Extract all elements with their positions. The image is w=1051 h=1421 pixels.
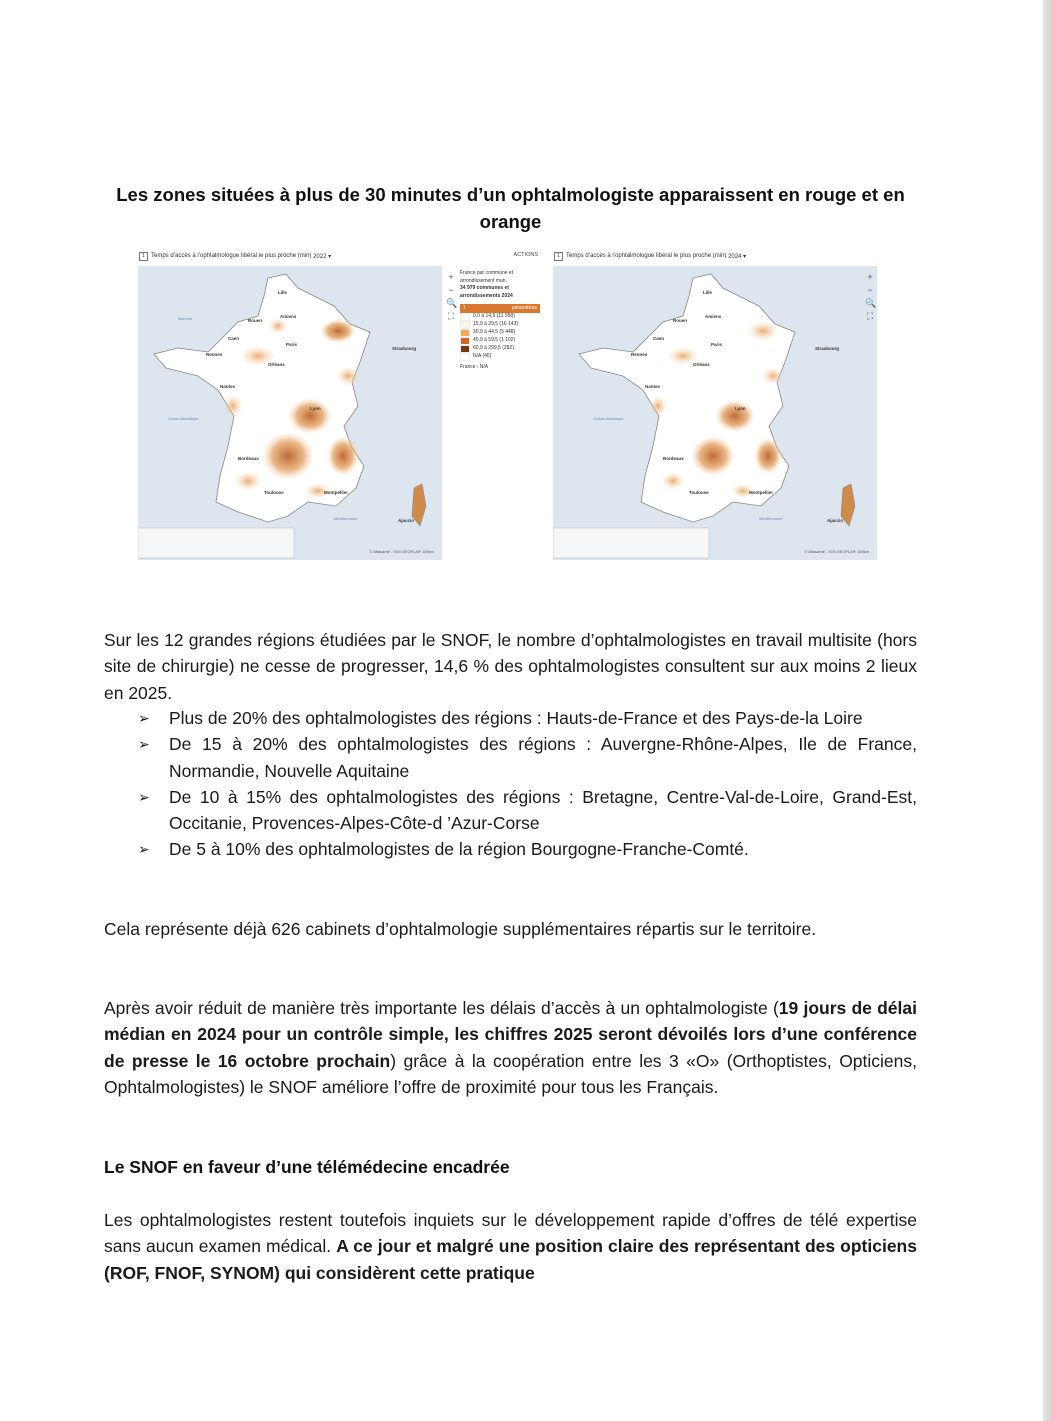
zoom-out-icon[interactable]: −: [867, 285, 873, 295]
map-header: [551, 246, 879, 266]
city-label: Lyon: [310, 406, 321, 411]
legend-swatch: [460, 313, 470, 321]
paragraph-multisite: Sur les 12 grandes régions étudiées par le SNOF, le nombre d’ophtalmologistes en travail multisite (hors site de chirurgie) ne cesse de progresser, 14,6 % des ophtalmologistes consultent sur aux moins 2 lieux en 2025.: [104, 630, 917, 703]
legend-count: 34 979 communes et arrondissements 2024: [460, 285, 513, 299]
legend-row: [460, 345, 540, 353]
city-label: Amiens: [280, 314, 297, 319]
section-heading: Le SNOF en faveur d’une télémédecine encadrée: [104, 1157, 510, 1177]
choropleth-map[interactable]: [138, 266, 442, 560]
page-edge-shadow: [1043, 0, 1051, 1421]
map-credit: © Atlasanté - IGN GEOFLA® 100km: [369, 549, 434, 554]
bullet-text: Plus de 20% des ophtalmologistes des régions : Hauts-de-France et des Pays-de-la Loire: [169, 708, 863, 728]
bullet-text: De 15 à 20% des ophtalmologistes des régions : Auvergne-Rhône-Alpes, Ile de France, Normandie, Nouvelle Aquitaine: [169, 734, 917, 781]
text-run: Les ophtalmologistes restent toutefois inquiets sur le développement rapide d’offres de télé expertise sans aucun examen médical.: [104, 1210, 917, 1257]
map-controls: [865, 272, 875, 321]
city-label: Ajaccio: [827, 518, 844, 523]
bullet-item: [104, 784, 917, 837]
city-label: Ajaccio: [398, 518, 415, 523]
city-label: Bordeaux: [663, 456, 684, 461]
city-label: Strasbourg: [392, 346, 417, 351]
sea-label: Méditerranée: [759, 516, 783, 521]
paragraph-cabinets: Cela représente déjà 626 cabinets d’ophtalmologie supplémentaires répartis sur le territoire.: [104, 919, 817, 939]
city-label: Montpellier: [324, 490, 349, 495]
search-icon[interactable]: 🔍: [446, 298, 458, 308]
france-map-graphic: [553, 266, 877, 560]
city-label: Paris: [711, 342, 723, 347]
arrow-bullet-icon: ➢: [138, 841, 150, 858]
city-label: Lyon: [735, 406, 746, 411]
figure-title: Les zones situées à plus de 30 minutes d’un ophtalmologiste apparaissent en rouge et en orange: [116, 184, 905, 232]
city-label: Orléans: [693, 362, 710, 367]
france-map-graphic: [138, 266, 442, 560]
city-label: Rouen: [673, 318, 687, 323]
panel-number: 1: [139, 252, 148, 261]
zoom-in-icon[interactable]: +: [867, 272, 873, 282]
text-run: Après avoir réduit de manière très importante les délais d’accès à un ophtalmologiste (: [104, 998, 779, 1018]
map-controls: [446, 272, 456, 321]
search-icon[interactable]: 🔍: [865, 298, 877, 308]
bold-text-run: A ce jour et malgré une position claire des représentant des opticiens (ROF, FNOF, SYNOM) qui considèrent cette pratique: [104, 1236, 917, 1283]
paragraph-delais: [104, 995, 917, 1100]
legend-label: 0,0 à 14,5 (11 958): [473, 313, 515, 320]
legend-swatch: [460, 337, 470, 345]
text-run: ) grâce à la coopération entre les 3 «O» (Orthoptistes, Opticiens, Ophtalmologistes) le SNOF améliore l’offre de proximité pour tous les Français.: [104, 1050, 917, 1097]
city-label: Orléans: [268, 362, 285, 367]
legend-label: 60,0 à 299,5 (282): [473, 345, 514, 352]
legend-label: 45,0 à 59,5 (1 102): [473, 337, 516, 344]
city-label: Toulouse: [689, 490, 709, 495]
city-label: Rouen: [248, 318, 262, 323]
city-label: Paris: [286, 342, 298, 347]
paragraph-telemedecine: [104, 1207, 917, 1286]
sea-label: Océan Atlantique: [593, 416, 624, 421]
bullet-item: [104, 731, 917, 784]
legend-row: [460, 329, 540, 337]
legend-row: [460, 337, 540, 345]
legend-swatch: [460, 329, 470, 337]
city-label: Caen: [228, 336, 240, 341]
arrow-bullet-icon: ➢: [138, 788, 150, 805]
map-legend: [460, 270, 540, 372]
city-label: Lille: [703, 290, 713, 295]
bullet-item: [104, 705, 917, 731]
legend-header[interactable]: [460, 304, 540, 313]
map-title: Temps d’accès à l’ophtalmologue libéral le plus proche (min): [566, 253, 727, 259]
arrow-bullet-icon: ➢: [138, 710, 150, 726]
zoom-out-icon[interactable]: −: [448, 285, 454, 295]
city-label: Toulouse: [264, 490, 284, 495]
bold-text-run: 19 jours de délai médian en 2024 pour un contrôle simple, les chiffres 2025 seront dévoilés lors d’une conférence de presse le 16 octobre prochain: [104, 998, 917, 1071]
city-label: Amiens: [705, 314, 722, 319]
actions-menu[interactable]: ACTIONS: [513, 252, 538, 258]
fullscreen-icon[interactable]: ⛶: [447, 311, 455, 321]
bullet-text: De 10 à 15% des ophtalmologistes des régions : Bretagne, Centre-Val-de-Loire, Grand-Est, Occitanie, Provences-Alpes-Côte-d ’Azur-Corse: [169, 786, 917, 834]
legend-header-number: 1: [463, 305, 466, 311]
sea-label: Manche: [178, 316, 193, 321]
map-panel-2022: [136, 246, 542, 564]
sea-label: Océan Atlantique: [168, 416, 199, 421]
bullet-list: [104, 705, 917, 863]
city-label: Rennes: [206, 352, 223, 357]
legend-row: [460, 321, 540, 329]
map-title: Temps d’accès à l’ophtalmologue libéral le plus proche (min): [151, 253, 312, 259]
fullscreen-icon[interactable]: ⛶: [866, 311, 874, 321]
city-label: Rennes: [631, 352, 648, 357]
choropleth-map[interactable]: [553, 266, 877, 560]
map-header: [136, 246, 542, 266]
legend-swatch: [460, 321, 470, 329]
legend-swatch: [460, 353, 470, 361]
sea-label: Méditerranée: [334, 516, 358, 521]
map-credit: © Atlasanté - IGN GEOFLA® 100km: [804, 549, 869, 554]
map-panel-2024: [551, 246, 879, 564]
legend-label: N/A (46): [473, 353, 492, 360]
legend-scope: France par commune et arrondissement mun.: [460, 270, 514, 284]
city-label: Caen: [653, 336, 665, 341]
arrow-bullet-icon: ➢: [138, 736, 150, 753]
city-label: Strasbourg: [815, 346, 840, 351]
legend-label: 15,0 à 29,5 (16 143): [473, 321, 519, 328]
city-label: Lille: [278, 290, 288, 295]
panel-number: 1: [554, 252, 563, 261]
city-label: Bordeaux: [238, 456, 259, 461]
year-selector[interactable]: 2024 ▾: [728, 253, 747, 260]
bullet-item: [104, 836, 917, 862]
legend-row: [460, 313, 540, 321]
legend-swatch: [460, 345, 470, 353]
legend-footer: France : N/A: [460, 364, 489, 370]
city-label: Montpellier: [749, 490, 774, 495]
legend-label: 30,0 à 44,5 (5 448): [473, 329, 516, 336]
year-selector[interactable]: 2022 ▾: [313, 253, 332, 260]
bullet-text: De 5 à 10% des ophtalmologistes de la région Bourgogne-Franche-Comté.: [169, 839, 749, 860]
zoom-in-icon[interactable]: +: [448, 272, 454, 282]
legend-row: [460, 353, 540, 361]
city-label: Nantes: [220, 384, 236, 389]
legend-header-label: paramètres: [511, 305, 537, 311]
city-label: Nantes: [645, 384, 661, 389]
